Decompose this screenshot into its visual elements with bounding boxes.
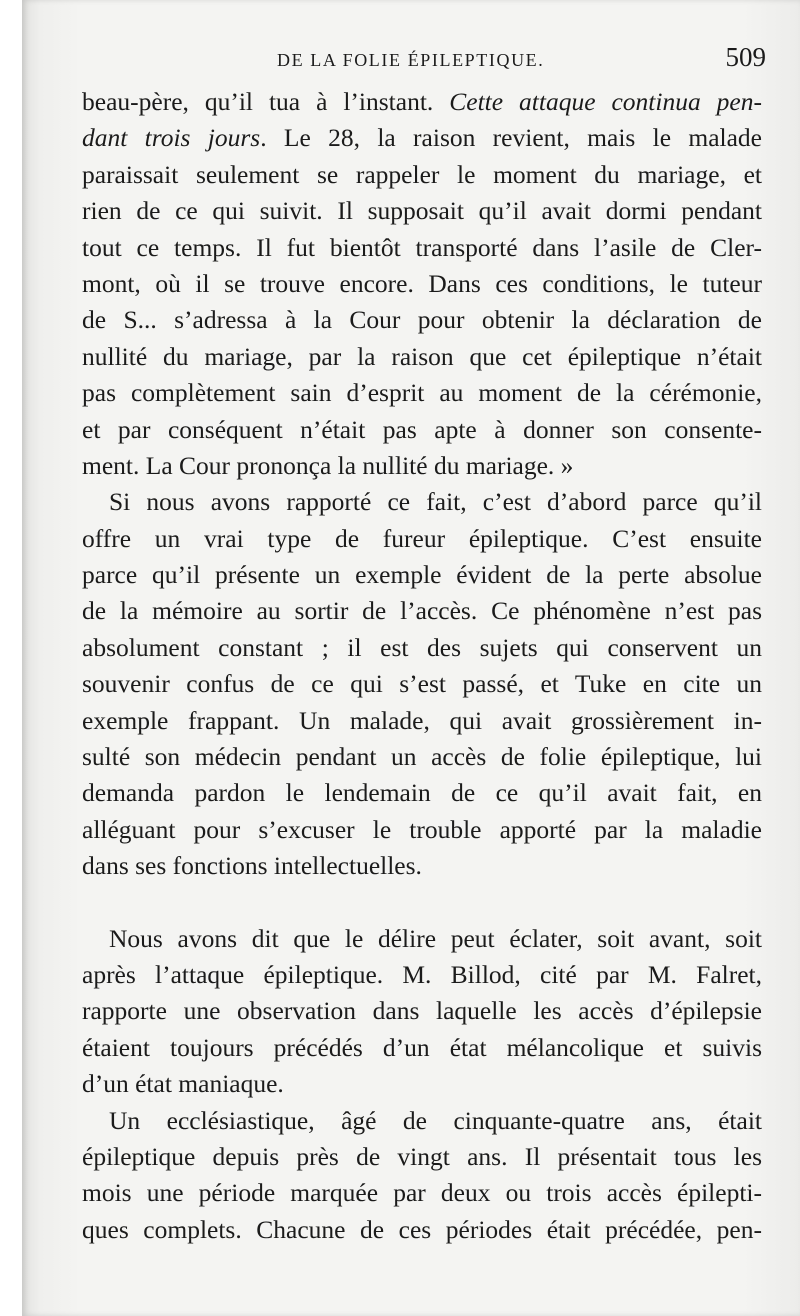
text-line: alléguant pour s’excuser le trouble apporté par la maladie	[82, 814, 762, 844]
text-line: Nous avons dit que le délire peut éclater, soit avant, soit	[109, 923, 762, 953]
text-line: exemple frappant. Un malade, qui avait grossièrement in-	[82, 705, 762, 735]
text-line: d’un état maniaque.	[82, 1069, 284, 1099]
text-line: étaient toujours précédés d’un état mélancolique et suivis	[82, 1032, 762, 1062]
page-header	[82, 44, 768, 84]
text-line: Si nous avons rapporté ce fait, c’est d’abord parce qu’il	[109, 487, 762, 517]
page-number: 509	[725, 42, 766, 72]
text-line: après l’attaque épileptique. M. Billod, cité par M. Falret,	[82, 959, 762, 989]
paragraph	[82, 921, 762, 1103]
text-line: épileptique depuis près de vingt ans. Il présentait tous les	[82, 1141, 762, 1171]
paragraph-gap	[82, 885, 762, 921]
text-line: ment. La Cour prononça la nullité du mariage. »	[82, 450, 574, 480]
text-line: paraissait seulement se rappeler le moment du mariage, et	[82, 159, 762, 189]
text-line: rien de ce qui suivit. Il supposait qu’il avait dormi pendant	[82, 196, 762, 226]
book-page	[22, 0, 800, 1316]
text-line: pas complètement sain d’esprit au moment de la cérémonie,	[82, 378, 762, 408]
text-line: beau-père, qu’il tua à l’instant. Cette attaque continua pen-	[82, 87, 762, 116]
paragraph	[82, 84, 762, 484]
text-line: demanda pardon le lendemain de ce qu’il avait fait, en	[82, 778, 762, 808]
text-line: nullité du mariage, par la raison que cet épileptique n’était	[82, 341, 762, 371]
text-line: Un ecclésiastique, âgé de cinquante-quatre ans, était	[109, 1105, 762, 1135]
text-line: souvenir confus de ce qui s’est passé, et Tuke en cite un	[82, 669, 762, 699]
paragraph	[82, 1103, 762, 1249]
text-line: dant trois jours. Le 28, la raison revient, mais le malade	[82, 123, 762, 153]
text-line: tout ce temps. Il fut bientôt transporté dans l’asile de Cler-	[82, 232, 762, 262]
text-line: absolument constant ; il est des sujets qui conservent un	[82, 632, 762, 662]
body-text	[82, 84, 762, 1248]
text-line: de la mémoire au sortir de l’accès. Ce phénomène n’est pas	[82, 596, 762, 626]
text-line: mont, où il se trouve encore. Dans ces conditions, le tuteur	[82, 268, 762, 298]
running-head: DE LA FOLIE ÉPILEPTIQUE.	[277, 50, 545, 70]
text-line: offre un vrai type de fureur épileptique. C’est ensuite	[82, 523, 762, 553]
paragraph	[82, 484, 762, 884]
text-line: ques complets. Chacune de ces périodes était précédée, pen-	[82, 1214, 762, 1244]
text-line: mois une période marquée par deux ou trois accès épilepti-	[82, 1178, 762, 1208]
text-line: dans ses fonctions intellectuelles.	[82, 851, 422, 881]
text-line: rapporte une observation dans laquelle les accès d’épilepsie	[82, 996, 762, 1026]
text-line: sulté son médecin pendant un accès de folie épileptique, lui	[82, 742, 762, 772]
text-line: de S... s’adressa à la Cour pour obtenir la déclaration de	[82, 305, 762, 335]
text-line: et par conséquent n’était pas apte à donner son consente-	[82, 414, 762, 444]
text-line: parce qu’il présente un exemple évident de la perte absolue	[82, 560, 762, 590]
